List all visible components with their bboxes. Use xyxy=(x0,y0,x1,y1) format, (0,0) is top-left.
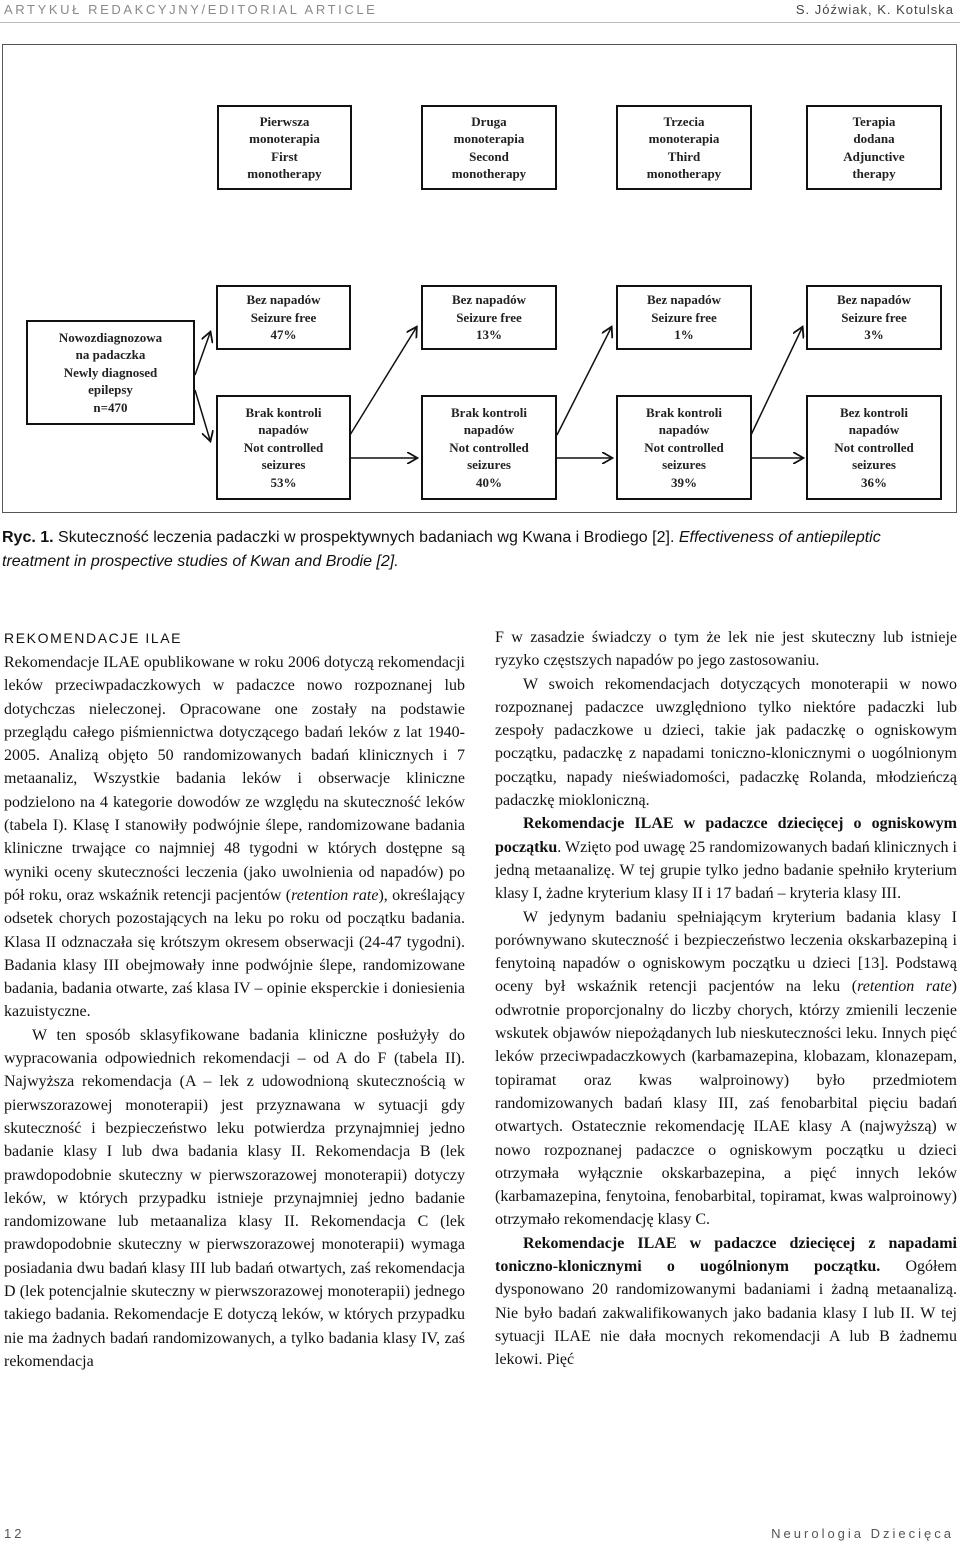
box-line: Nowozdiagnozowa xyxy=(58,329,163,345)
paragraph: W swoich rekomendacjach dotyczących monoterapii w nowo rozpoznanej padaczce uwzględniono tylko niektóre padaczki lub zespoły padaczkowe u dzieci, takie jak padaczkę o ogniskowym początku, padaczkę z napadami toniczno-klonicznymi o uogólnionym początku, napady nieświadomości, padaczkę Rolanda, młodzieńczą padaczkę miokloniczną. xyxy=(495,675,957,810)
head-box-second-monotherapy xyxy=(421,105,557,190)
box-line: napadów xyxy=(258,422,309,438)
running-header-section: ARTYKUŁ REDAKCYJNY/EDITORIAL ARTICLE xyxy=(4,2,378,17)
header-rule xyxy=(0,22,960,23)
box-line: monoterapia xyxy=(453,131,525,146)
seizure-free-box-2 xyxy=(421,285,557,350)
box-line: epilepsy xyxy=(88,382,133,398)
arrow-uncontrolled-1-to-seizure-free-2 xyxy=(350,328,416,435)
box-line: monotherapy xyxy=(451,166,527,181)
box-line: Bez napadów xyxy=(646,292,722,308)
arrow-uncontrolled-2-to-seizure-free-3 xyxy=(557,328,611,435)
box-line: Not controlled xyxy=(243,439,324,455)
box-line: 53% xyxy=(270,474,297,490)
text-run: W jedynym badaniu spełniającym kryterium badania klasy I porównywano skuteczność i bezpieczeństwo leczenia okskarbazepiną i fenytoiną napadów o ogniskowym początku u dzieci [13]. Podstawą oceny był wskaźnik retencji pacjentów na leku ( xyxy=(495,908,957,996)
box-line: therapy xyxy=(852,166,896,181)
caption-label: Ryc. 1. xyxy=(2,529,54,546)
paragraph-lead-bold: Rekomendacje ILAE w padaczce dziecięcej z napadami toniczno-klonicznymi o uogólnionym początku. xyxy=(495,1234,957,1276)
box-line: Third xyxy=(667,148,701,164)
box-line: monoterapia xyxy=(249,131,320,146)
box-line: seizures xyxy=(467,457,511,473)
box-line: Trzecia xyxy=(663,113,705,129)
paragraph: W ten sposób sklasyfikowane badania kliniczne posłużyły do wypracowania odpowiednich rekomendacji – od A do F (tabela II). Najwyższa rekomendacja (A – lek z udowodnioną skutecznością w pierwszorazowej monoterapii) jest przyznawana w sytuacji gdy skuteczność i bezpieczeństwo leku potwierdza przynajmniej jedno badanie klasy I lub dwa badania klasy II. Rekomendacja B (lek prawdopodobnie skuteczny w pierwszorazowej monoterapii) dotyczy leków, w których przypadku istnieje przynajmniej jedno badanie randomizowane lub metaanaliza klasy II. Rekomendacja C (lek prawdopodobnie skuteczny w pierwszorazowej monoterapii) wymaga posiadania dwu badań klasy III lub badań otwartych, zaś rekomendacja D (lek potencjalnie skuteczny w pierwszorazowej monoterapii) jednego takiego badania. Rekomendacje E dotyczą leków, w których przypadku nie ma żadnych badań randomizowanych, a tylko badania klasy IV, zaś rekomendacja xyxy=(4,1026,465,1370)
paragraph xyxy=(495,812,957,905)
box-line: 39% xyxy=(671,474,697,490)
not-controlled-box-3 xyxy=(616,395,752,500)
paragraph: F w zasadzie świadczy o tym że lek nie jest skuteczny lub istnieje ryzyko częstszych napadów po jego zastosowaniu. xyxy=(495,629,957,670)
box-line: Second xyxy=(469,148,509,164)
box-line: Terapia xyxy=(852,113,896,129)
paragraph xyxy=(495,906,957,1232)
box-line: Not controlled xyxy=(834,439,914,455)
box-line: monotherapy xyxy=(247,166,322,181)
box-line: Bez kontroli xyxy=(839,404,908,420)
right-column xyxy=(495,626,957,1372)
running-header-authors: S. Jóźwiak, K. Kotulska xyxy=(795,2,954,17)
box-line: Seizure free xyxy=(651,309,717,325)
box-line: Bez napadów xyxy=(246,292,321,308)
text-run-italic: retention rate xyxy=(857,978,952,996)
text-run: Ogółem dysponowano 20 randomizowanymi badaniami i żadną metaanalizą. Nie było badań zakwalifikowanych jako badania klasy I lub II. W tej sytuacji ILAE nie dała mocnych rekomendacji A lub B żadnemu lekowi. Pięć xyxy=(495,1258,958,1369)
box-line: First xyxy=(271,148,298,164)
head-box-third-monotherapy xyxy=(616,105,752,190)
not-controlled-box-2 xyxy=(421,395,557,500)
page-number: 12 xyxy=(4,1526,25,1541)
box-line: napadów xyxy=(463,422,515,438)
box-line: Bez napadów xyxy=(836,292,912,308)
box-line: 3% xyxy=(864,327,884,343)
seizure-free-box-3 xyxy=(616,285,752,350)
box-line: 1% xyxy=(674,327,694,343)
box-line: napadów xyxy=(848,422,900,438)
paragraph xyxy=(495,1232,957,1372)
box-line: 36% xyxy=(861,474,887,490)
box-line: Seizure free xyxy=(456,309,522,325)
box-line: Newly diagnosed xyxy=(63,364,158,380)
text-run: . Wzięto pod uwagę 25 randomizowanych badań klinicznych i jedną metaanalizę. W tej grupie tylko jedno badanie spełniło kryterium klasy I, żadne kryterium klasy II i 17 badań – kryteria klasy III. xyxy=(495,838,957,903)
text-run: ) odwrotnie proporcjonalny do liczby chorych, którzy zmienili leczenie wskutek objawów niepożądanych lub nieskuteczności leku. Innych pięć leków przeciwpadaczkowych (karbamazepina, klobazam, klonazepam, topiramat oraz kwas walproinowy) było przedmiotem randomizowanych badań klasy III, zaś fenobarbital pięciu badań otwartych. Ostatecznie rekomendację ILAE klasy A (najwyższą) w nowo rozpoznanej padaczce o ogniskowym początku u dzieci otrzymała wyłącznie okskarbazepina, a pięć innych leków (karbamazepina, fenytoina, fenobarbital, topiramat, kwas walproinowy) otrzymało rekomendację klasy C. xyxy=(495,978,957,1229)
arrow-uncontrolled-3-to-seizure-free-4 xyxy=(751,328,802,435)
head-box-first-monotherapy xyxy=(217,105,352,190)
figure-caption xyxy=(2,526,952,574)
box-line: na padaczka xyxy=(75,347,146,363)
caption-polish: Skuteczność leczenia padaczki w prospektywnych badaniach wg Kwana i Brodiego [2]. xyxy=(53,529,675,546)
paragraph-lead-bold: Rekomendacje ILAE w padaczce dziecięcej o ogniskowym początku xyxy=(495,815,957,856)
box-line: seizures xyxy=(662,457,706,473)
seizure-free-box-4 xyxy=(806,285,942,350)
box-line: monotherapy xyxy=(646,166,722,181)
box-line: Not controlled xyxy=(449,439,529,455)
box-line: 47% xyxy=(270,327,297,343)
text-run: Rekomendacje ILAE opublikowane w roku 2006 dotyczą rekomendacji leków przeciwpadaczkowych w padaczce nowo rozpoznanej lub dotychczas nieleczonej. Opracowane one zostały na podstawie przeglądu całego piśmiennictwa dotyczącego badań leków z lat 1940- 2005. Analizą objęto 50 randomizowanych badań klinicznych i 7 metaanaliz, Wszystkie badania leków i obserwacje kliniczne podzielono na 4 kategorie dowodów ze względu na skuteczność leków (tabela I). Klasę I stanowiły podwójnie ślepe, randomizowane badania kliniczne trwające co najmniej 48 tygodni w których dostępne są wyniki oceny skuteczności leczenia (jako uwolnienia od napadów) po pół roku, oraz wskaźnik retencji pacjentów ( xyxy=(4,654,465,904)
box-line: Not controlled xyxy=(644,439,724,455)
text-run-italic: retention rate xyxy=(291,886,379,904)
left-column xyxy=(4,626,465,1373)
box-line: 13% xyxy=(476,327,502,343)
arrow-start-to-seizure-free-1 xyxy=(195,333,210,375)
section-heading: REKOMENDACJE ILAE xyxy=(4,630,183,646)
paragraph xyxy=(4,651,465,1024)
arrow-start-to-not-controlled-1 xyxy=(195,390,210,440)
not-controlled-box-1 xyxy=(216,395,351,500)
box-line: monoterapia xyxy=(648,131,720,146)
caption-english: Effectiveness of antiepileptic treatment in prospective studies of Kwan and Brodie [2]. xyxy=(2,529,881,570)
box-line: napadów xyxy=(658,422,710,438)
box-line: Druga xyxy=(471,113,507,129)
box-line: seizures xyxy=(261,457,306,473)
box-line: Brak kontroli xyxy=(451,404,527,420)
box-line: dodana xyxy=(853,131,895,146)
box-line: Adjunctive xyxy=(843,148,905,164)
box-line: Brak kontroli xyxy=(245,404,322,420)
box-line: Seizure free xyxy=(250,309,317,325)
box-line: Bez napadów xyxy=(451,292,527,308)
box-line: n=470 xyxy=(93,399,128,415)
box-line: Brak kontroli xyxy=(646,404,722,420)
figure-flowchart xyxy=(2,44,957,513)
start-box-newly-diagnosed xyxy=(26,320,195,425)
not-controlled-box-4 xyxy=(806,395,942,500)
head-box-adjunctive-therapy xyxy=(806,105,942,190)
journal-name: Neurologia Dziecięca xyxy=(771,1526,954,1541)
box-line: Seizure free xyxy=(841,309,907,325)
seizure-free-box-1 xyxy=(216,285,351,350)
box-line: Pierwsza xyxy=(259,113,310,129)
box-line: 40% xyxy=(476,474,502,490)
box-line: seizures xyxy=(852,457,896,473)
text-run: ), określający odsetek chorych pozostających na leku po roku od początku badania. Klasa II odznaczała się krótszym okresem obserwacji (24-47 tygodni). Badania klasy III obejmowały inne podwójnie ślepe, randomizowane badania, badania otwarte, zaś klasa IV – opinie eksperckie i doniesienia kazuistyczne. xyxy=(4,886,466,1021)
